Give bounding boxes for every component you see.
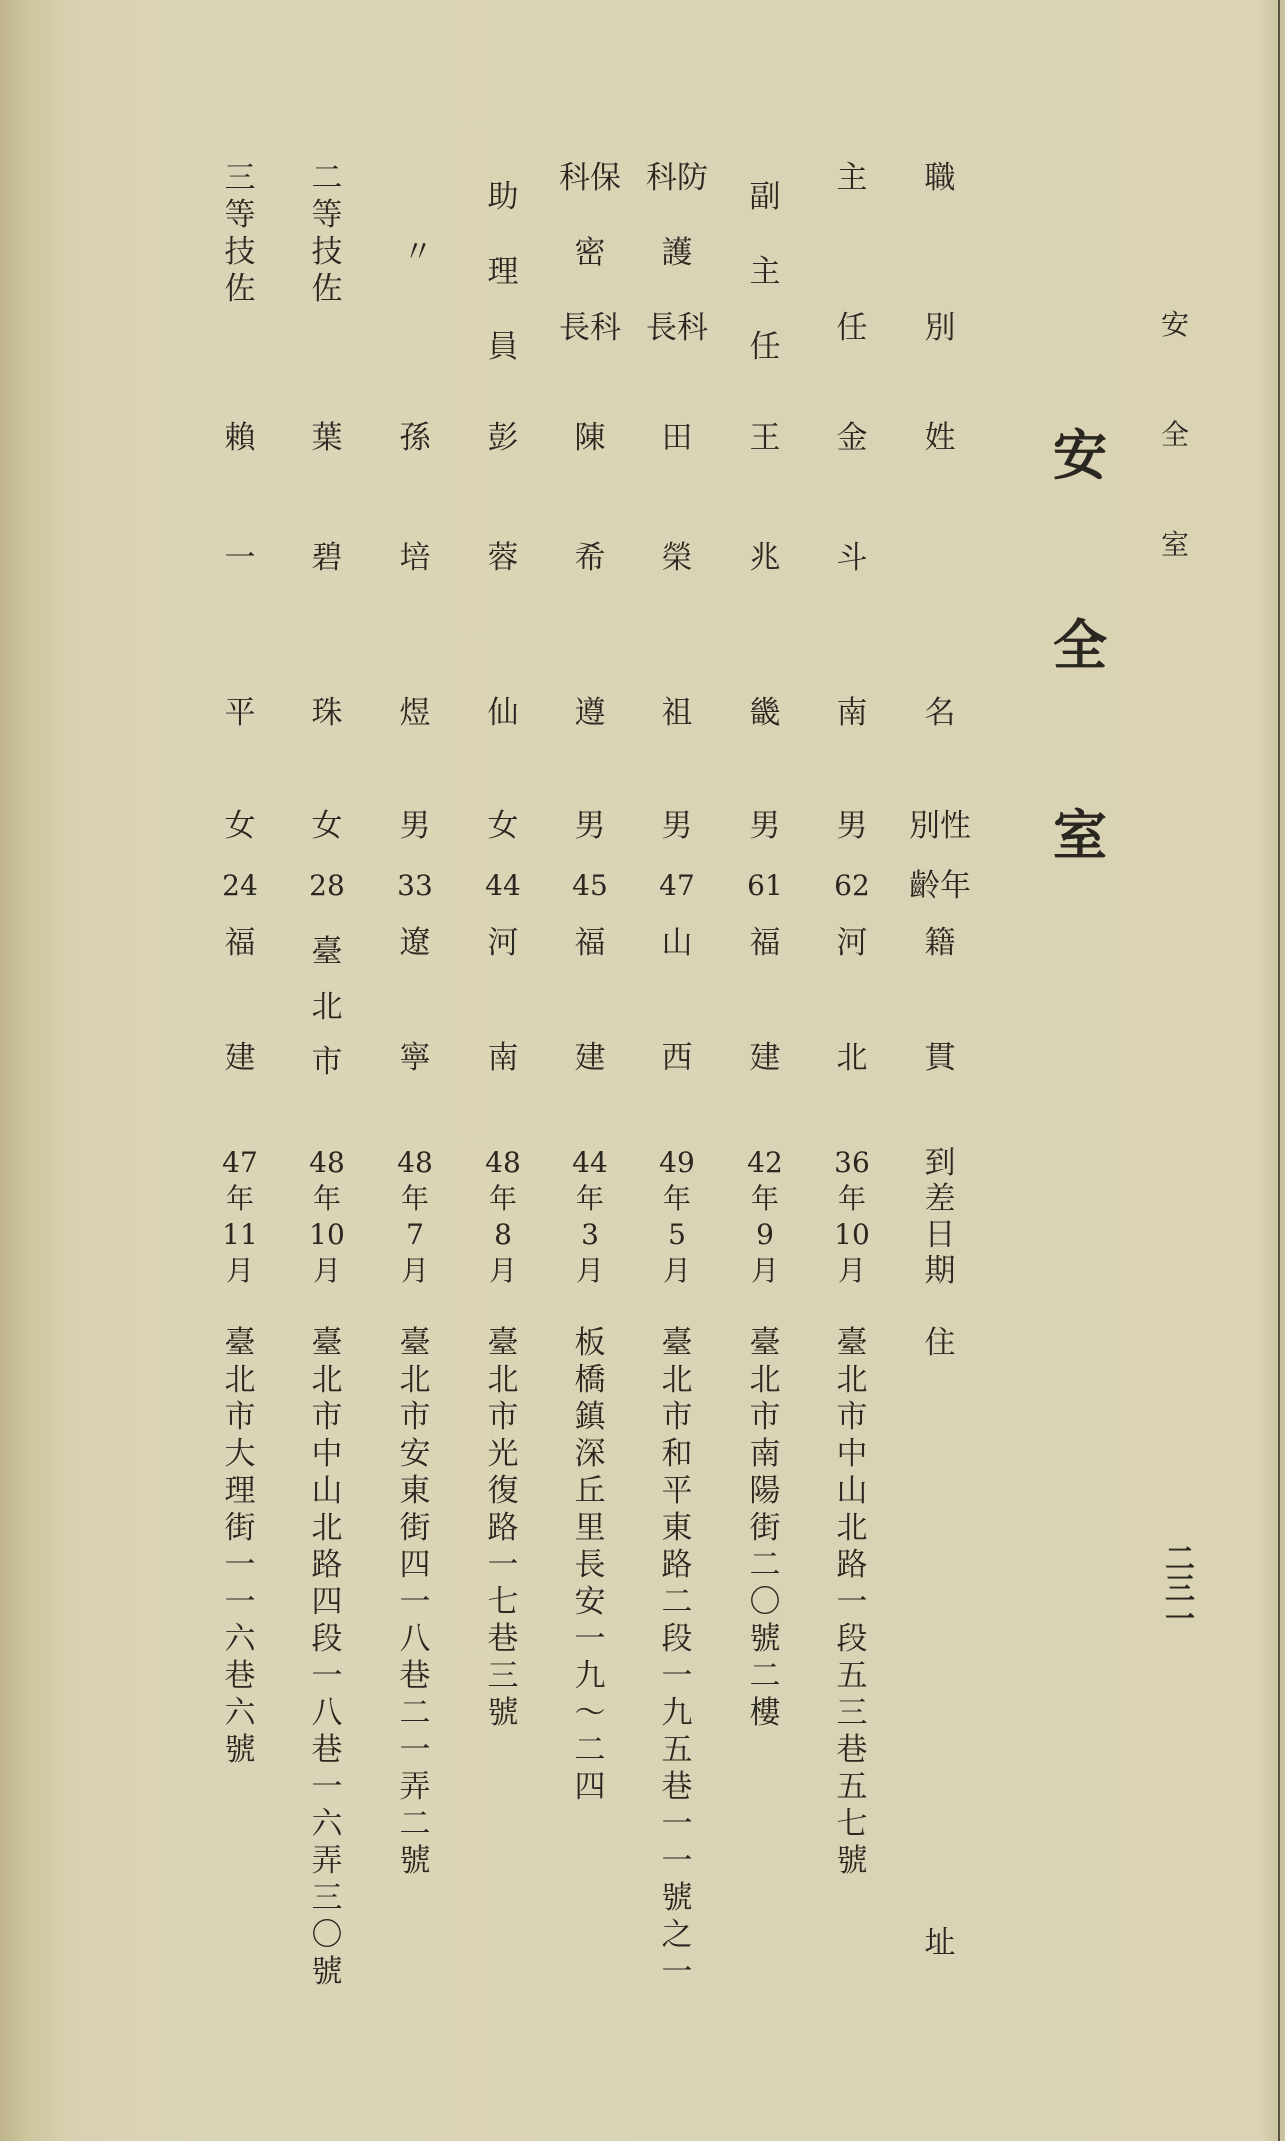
native-place: 建 [224, 1040, 256, 1076]
position-line: 長科 [646, 310, 708, 346]
name-char: 南 [836, 695, 868, 731]
header-arrival-date: 到 差 日 期 [924, 1145, 956, 1289]
arrival-date: 47 年 11 月 [222, 1146, 258, 1287]
address: 臺 北 市 南 陽 街 二 〇 號 二 樓 [749, 1325, 781, 1731]
arrival-date: 48 年 8 月 [485, 1146, 521, 1287]
name-char: 蓉 [487, 540, 519, 576]
arrival-date: 49 年 5 月 [659, 1146, 695, 1287]
arrival-date: 48 年 7 月 [397, 1146, 433, 1287]
native-place: 山 [661, 925, 693, 961]
name-char: 賴 [224, 420, 256, 456]
address: 臺 北 市 光 復 路 一 七 巷 三 號 [487, 1325, 519, 1731]
name-char: 遵 [574, 695, 606, 731]
header-sex: 別性 [909, 808, 971, 844]
header-native-place: 貫 [924, 1040, 956, 1076]
name-char: 斗 [836, 540, 868, 576]
native-place: 建 [749, 1040, 781, 1076]
sex: 男 [399, 808, 431, 844]
name-char: 一 [224, 540, 256, 576]
page-number-char: 二 [1165, 1542, 1195, 1577]
native-place: 南 [487, 1040, 519, 1076]
name-char: 希 [574, 540, 606, 576]
header-address: 址 [924, 1925, 956, 1961]
position-line: 護 [661, 235, 693, 271]
title-char: 全 [1053, 613, 1107, 677]
native-place: 西 [661, 1040, 693, 1076]
position: 副 主 任 [749, 179, 781, 365]
age: 45 [572, 869, 608, 902]
native-place: 北 [836, 1040, 868, 1076]
header-address: 住 [924, 1325, 956, 1361]
page-edge-rule [1278, 0, 1280, 2141]
arrival-date: 36 年 10 月 [834, 1146, 870, 1287]
position-line: 科保 [559, 160, 621, 196]
position-line: 密 [574, 235, 606, 271]
name-char: 碧 [311, 540, 343, 576]
header-position: 別 [924, 310, 956, 346]
name-char: 榮 [661, 540, 693, 576]
name-char: 金 [836, 420, 868, 456]
section-title [1040, 420, 1120, 990]
name-char: 畿 [749, 695, 781, 731]
name-char: 葉 [311, 420, 343, 456]
position-ditto: 〃 [403, 235, 427, 270]
header-native-place: 籍 [924, 925, 956, 961]
page-number [1160, 1542, 1200, 1637]
name-char: 田 [661, 420, 693, 456]
native-place: 福 [749, 925, 781, 961]
sex: 女 [224, 808, 256, 844]
native-place: 遼 [399, 925, 431, 961]
title-char: 安 [1053, 423, 1107, 487]
name-char: 培 [399, 540, 431, 576]
page-number-char: 一 [1165, 1602, 1195, 1637]
native-place: 建 [574, 1040, 606, 1076]
arrival-date: 44 年 3 月 [572, 1146, 608, 1287]
page-number-char: 三 [1165, 1572, 1195, 1607]
address: 臺 北 市 中 山 北 路 四 段 一 八 巷 一 六 弄 三 〇 號 [311, 1325, 343, 1990]
name-char: 陳 [574, 420, 606, 456]
name-char: 彭 [487, 420, 519, 456]
sex: 男 [661, 808, 693, 844]
age: 28 [309, 869, 345, 902]
address: 臺 北 市 大 理 街 一 一 六 巷 六 號 [224, 1325, 256, 1768]
name-char: 煜 [399, 695, 431, 731]
position: 任 [836, 310, 868, 346]
native-place: 河 [836, 925, 868, 961]
header-age: 齡年 [909, 868, 971, 904]
age: 62 [834, 869, 870, 902]
running-head-char: 全 [1160, 418, 1189, 451]
name-char: 平 [224, 695, 256, 731]
running-head-char: 室 [1160, 528, 1189, 561]
name-char: 王 [749, 420, 781, 456]
name-char: 兆 [749, 540, 781, 576]
native-place: 河 [487, 925, 519, 961]
arrival-date: 48 年 10 月 [309, 1146, 345, 1287]
name-char: 祖 [661, 695, 693, 731]
sex: 男 [574, 808, 606, 844]
age: 33 [397, 869, 433, 902]
name-char: 孫 [399, 420, 431, 456]
native-place: 寧 [399, 1040, 431, 1076]
native-place: 臺 北 市 [311, 934, 343, 1080]
position-line: 長科 [559, 310, 621, 346]
age: 47 [659, 869, 695, 902]
age: 44 [485, 869, 521, 902]
position: 二 等 技 佐 [311, 160, 343, 307]
sex: 男 [749, 808, 781, 844]
position-line: 科防 [646, 160, 708, 196]
header-name: 名 [924, 695, 956, 731]
age: 61 [747, 869, 783, 902]
address: 臺 北 市 安 東 街 四 一 八 巷 二 一 弄 二 號 [399, 1325, 431, 1879]
position: 主 [836, 160, 868, 196]
title-char: 室 [1053, 803, 1107, 867]
native-place: 福 [574, 925, 606, 961]
position: 三 等 技 佐 [224, 160, 256, 307]
running-head [1150, 305, 1200, 635]
age: 24 [222, 869, 258, 902]
address: 臺 北 市 和 平 東 路 二 段 一 九 五 巷 一 一 號 之 一 [661, 1325, 693, 1990]
header-position: 職 [924, 160, 956, 196]
address: 臺 北 市 中 山 北 路 一 段 五 三 巷 五 七 號 [836, 1325, 868, 1879]
sex: 男 [836, 808, 868, 844]
position: 助 理 員 [487, 179, 519, 365]
arrival-date: 42 年 9 月 [747, 1146, 783, 1287]
name-char: 仙 [487, 695, 519, 731]
header-name: 姓 [924, 420, 956, 456]
sex: 女 [311, 808, 343, 844]
address: 板 橋 鎮 深 丘 里 長 安 一 九 ～ 二 四 [574, 1325, 606, 1805]
native-place: 福 [224, 925, 256, 961]
name-char: 珠 [311, 695, 343, 731]
sex: 女 [487, 808, 519, 844]
running-head-char: 安 [1160, 308, 1189, 341]
